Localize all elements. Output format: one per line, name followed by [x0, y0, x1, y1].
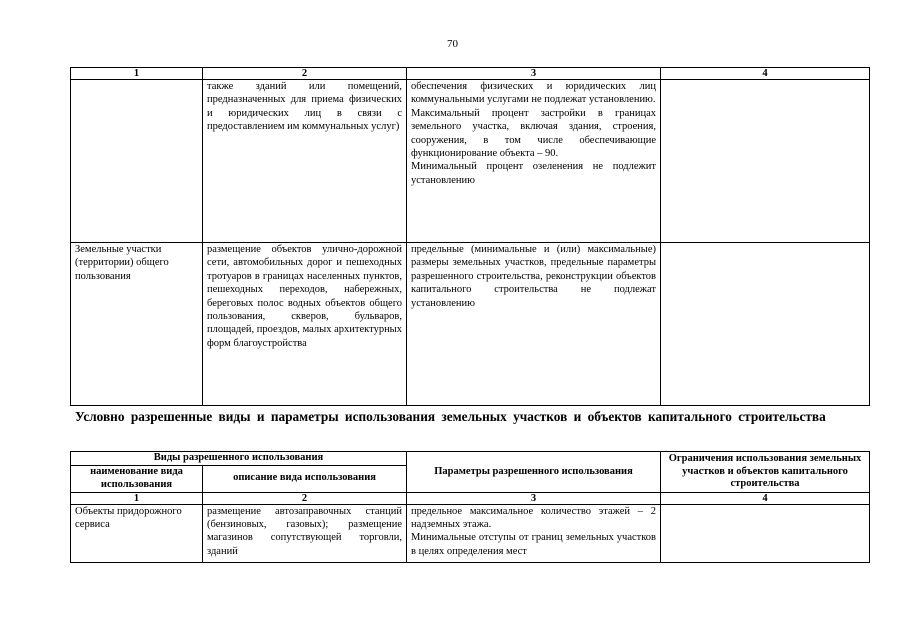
- column-number: 3: [407, 492, 661, 504]
- limitations-cell: [661, 243, 870, 406]
- use-description-cell: [203, 80, 407, 243]
- column-number: 2: [203, 68, 407, 80]
- use-description-header: описание вида использования: [203, 465, 407, 492]
- use-description-text: размещение автозаправочных станций (бензиновых, газовых); размещение магазинов сопутствующей торговли, зданий: [207, 505, 403, 557]
- section-heading: Условно разрешенные виды и параметры использования земельных участков и объектов капитального строительства: [75, 409, 826, 424]
- column-number: 3: [407, 68, 661, 80]
- use-description-text: также зданий или помещений, предназначенных для приема физических и юридических лиц в связи с предоставлением им коммунальных услуг): [207, 81, 402, 133]
- column-number: 2: [203, 492, 407, 504]
- parameter-paragraph: Минимальный процент озеленения не подлежит установлению: [411, 161, 656, 186]
- parameter-paragraph: предельные (минимальные и (или) максимальные) размеры земельных участков, предельные параметры разрешенного строительства, реконструкции объектов капитального строительства не подлежат установлению: [411, 244, 656, 309]
- parameters-header: Параметры разрешенного использования: [407, 452, 661, 493]
- table-row: [71, 243, 870, 406]
- parameter-paragraph: обеспечения физических и юридических лиц коммунальными услугами не подлежат установлению.: [411, 81, 656, 106]
- limitations-header: Ограничения использования земельных участков и объектов капитального строительства: [661, 452, 870, 493]
- parameter-paragraph: предельное максимальное количество этажей – 2 надземных этажа.: [411, 505, 657, 530]
- table-row: [71, 504, 870, 562]
- use-types-group-header: Виды разрешенного использования: [71, 452, 407, 466]
- use-description-cell: [203, 504, 407, 562]
- table-header-row: [71, 452, 870, 466]
- parameter-paragraph: Максимальный процент застройки в границах земельного участка, включая здания, строения, сооружения, в том числе обеспечивающие функционирование объекта – 90.: [411, 107, 656, 160]
- column-number: 1: [71, 68, 203, 80]
- limitations-cell: [661, 80, 870, 243]
- use-name-cell: [71, 80, 203, 243]
- page-number: 70: [447, 38, 458, 50]
- parameters-cell: [407, 504, 661, 562]
- column-number: 4: [661, 492, 870, 504]
- permitted-use-table-continued: [70, 67, 870, 406]
- parameter-paragraph: Минимальные отступы от границ земельных участков в целях определения мест: [411, 532, 657, 557]
- column-number: 4: [661, 68, 870, 80]
- parameters-cell: [407, 80, 661, 243]
- column-number: 1: [71, 492, 203, 504]
- column-number-row: [71, 68, 870, 80]
- conditional-use-table: [70, 451, 870, 563]
- parameters-cell: [407, 243, 661, 406]
- limitations-cell: [661, 504, 870, 562]
- table-row: [71, 80, 870, 243]
- use-name-cell: Земельные участки (территории) общего пользования: [71, 243, 203, 406]
- use-name-header: наименование вида использования: [71, 465, 203, 492]
- use-description-cell: [203, 243, 407, 406]
- use-name-cell: Объекты придорожного сервиса: [71, 504, 203, 562]
- column-number-row: [71, 492, 870, 504]
- use-description-text: размещение объектов улично-дорожной сети, автомобильных дорог и пешеходных тротуаров в границах населенных пунктов, пешеходных переходов, набережных, береговых полос водных объектов общего пользования, скверов, бульваров, площадей, проездов, малых архитектурных форм благоустройства: [207, 244, 402, 349]
